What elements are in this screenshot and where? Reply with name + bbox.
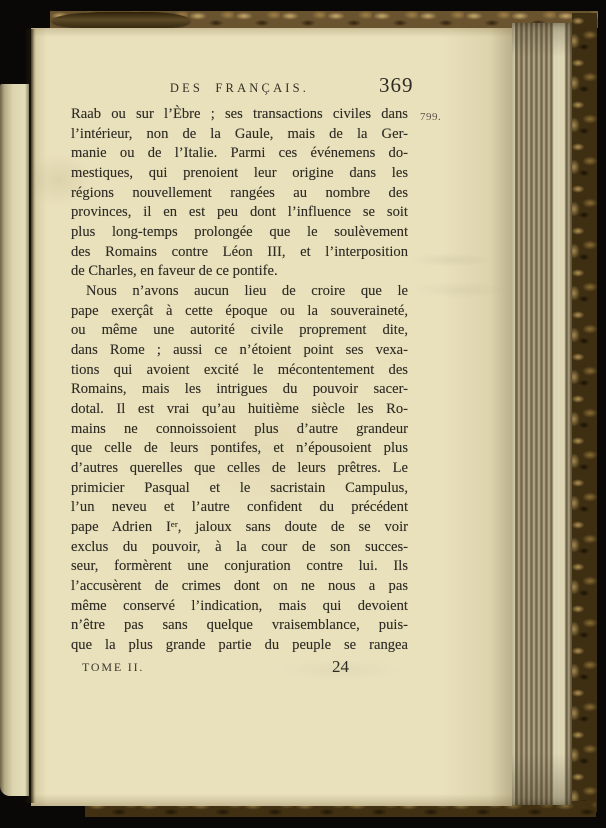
text-line: manie ou de l’Italie. Parmi ces événemens do- [71, 145, 408, 162]
signature-number: 24 [332, 657, 349, 676]
text-line: primicier Pasqual et le sacristain Campulus, [71, 479, 408, 496]
text-line: même conservé l’indication, mais qui devoient [71, 597, 408, 614]
text-line: n’être pas sans quelque vraisemblance, puis- [71, 617, 408, 634]
text-line: pape Adrien Iᵉʳ, jaloux sans doute de se voir [71, 519, 408, 536]
text-line: que celle de leurs pontifes, et n’épousoient plus [71, 440, 408, 457]
text-line: ou même une autorité civile proprement dite, [71, 322, 408, 339]
gutter-shadow [25, 29, 36, 803]
margin-note-year: 799. [420, 111, 442, 123]
text-line: seur, formèrent une conjuration contre lui. Ils [71, 558, 408, 575]
volume-label: TOME II. [82, 660, 145, 674]
text-line: Romains, mais les intrigues du pouvoir sacer- [71, 381, 408, 398]
text-line: provinces, il en est peu dont l’influence se soit [71, 204, 408, 221]
text-line: de Charles, en faveur de ce pontife. [71, 263, 278, 280]
text-line: mestiques, qui prenoient leur origine dans les [71, 165, 408, 182]
page-edges-stack [512, 23, 572, 805]
text-line: dans Rome ; aussi ce n’étoient point ses vexa- [71, 342, 408, 359]
text-line: régions nouvellement rangées au nombre des [71, 184, 408, 201]
text-line: d’autres querelles que celles de leurs prêtres. Le [71, 460, 408, 477]
text-line: mains ne connoissoient plus d’autre grandeur [71, 420, 408, 437]
text-line: l’un neveu et l’autre confident du précédent [71, 499, 408, 516]
text-line: dotal. Il est vrai qu’au huitième siècle les Ro- [71, 401, 408, 418]
text-line: Nous n’avons aucun lieu de croire que le [86, 283, 408, 300]
text-line: Raab ou sur l’Èbre ; ses transactions civiles dans [71, 106, 408, 122]
running-header: DES FRANÇAIS. [169, 81, 310, 95]
text-line: l’intérieur, non de la Gaule, mais de la Ger- [71, 125, 408, 142]
text-line: l’accusèrent de crimes dont on ne nous a pas [71, 578, 408, 595]
text-line: exclus du pouvoir, à la cour de son succes- [71, 538, 408, 555]
binding-headband [52, 12, 190, 29]
text-line: que la plus grande partie du peuple se rangea [71, 637, 408, 654]
page-footer [71, 657, 408, 677]
marbled-cover-right-edge [572, 13, 597, 812]
text-line: pape exerçât à cette époque ou la souveraineté, [71, 302, 408, 319]
text-block [71, 105, 408, 656]
text-line: tions qui avoient excité le mécontentement des [71, 361, 408, 378]
text-line: plus long-temps prolongée que le soulèvement [71, 224, 408, 241]
book-page [31, 28, 512, 806]
page-number: 369 [379, 73, 414, 97]
text-line: des Romains contre Léon III, et l’interposition [71, 243, 408, 260]
